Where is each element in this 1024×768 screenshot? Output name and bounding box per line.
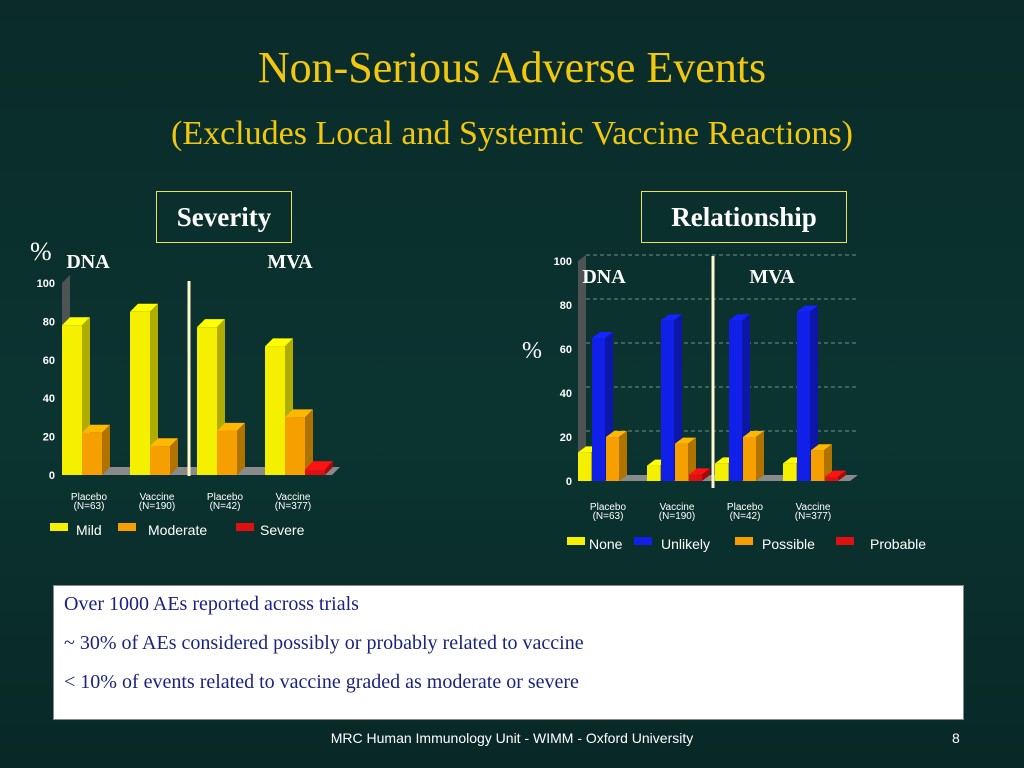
x-tick-label: Vaccine [139,492,175,503]
legend-label: Severe [260,522,305,538]
group-label: MVA [267,251,313,273]
x-tick-label: (N=63) [592,511,624,522]
legend-swatch [836,537,854,545]
relationship-chart [522,255,926,552]
y-tick-label: 100 [553,256,572,268]
bar-moderate [82,425,110,475]
note-line: < 10% of events related to vaccine graded as moderate or severe [64,671,579,693]
legend-label: None [589,536,623,552]
x-tick-label: Vaccine [795,502,831,513]
note-line: Over 1000 AEs reported across trials [64,593,359,615]
footer-text: MRC Human Immunology Unit - WIMM - Oxford University [330,730,694,746]
x-tick-label: Placebo [70,492,108,503]
group-label: MVA [749,266,795,288]
bar-moderate [150,438,178,475]
bar-moderate [217,423,245,475]
legend-label: Mild [76,522,102,538]
page-number: 8 [952,730,960,746]
y-axis-label: % [30,237,52,266]
legend-label: Unlikely [661,536,711,552]
bar-moderate [285,409,313,475]
x-tick-label: Placebo [726,502,764,513]
legend-swatch [634,537,652,545]
group-label: DNA [66,251,110,273]
y-tick-label: 80 [42,316,55,329]
y-tick-label: 60 [42,354,55,367]
y-axis-label: % [522,338,542,364]
legend-swatch [567,537,585,545]
legend-swatch [118,523,136,531]
x-tick-label: (N=377) [274,501,312,512]
note-line: ~ 30% of AEs considered possibly or probably related to vaccine [64,632,584,654]
legend-label: Moderate [148,522,208,538]
notes-box [53,585,964,720]
y-tick-label: 0 [565,476,572,488]
x-tick-label: (N=190) [658,511,696,522]
y-tick-label: 60 [559,344,572,356]
y-tick-label: 20 [559,432,572,444]
y-tick-label: 0 [48,470,55,482]
bar-possible [606,431,627,481]
x-tick-label: Vaccine [275,492,311,503]
y-tick-label: 100 [36,278,55,290]
y-axis-wall [578,255,586,481]
legend-label: Probable [870,536,927,552]
y-tick-label: 20 [42,431,55,444]
x-tick-label: Placebo [206,492,244,503]
relationship-panel-label: Relationship [641,191,847,243]
y-tick-label: 40 [42,393,55,406]
x-tick-label: (N=190) [138,501,176,512]
x-tick-label: (N=42) [209,501,241,512]
group-label: DNA [582,266,626,288]
slide-title: Non-Serious Adverse Events [257,43,767,92]
legend-swatch [236,523,254,531]
y-tick-label: 80 [559,300,572,312]
x-tick-label: (N=377) [794,511,832,522]
x-tick-label: (N=63) [73,501,105,512]
x-tick-label: (N=42) [729,511,761,522]
legend-label: Possible [762,536,815,552]
severity-panel-label: Severity [156,191,292,243]
legend-swatch [735,537,753,545]
legend-swatch [50,523,68,531]
y-tick-label: 40 [559,388,572,400]
x-tick-label: Placebo [589,502,627,513]
bar-possible [743,431,764,481]
x-tick-label: Vaccine [659,502,695,513]
slide-subtitle: (Excludes Local and Systemic Vaccine Reactions) [171,115,853,152]
